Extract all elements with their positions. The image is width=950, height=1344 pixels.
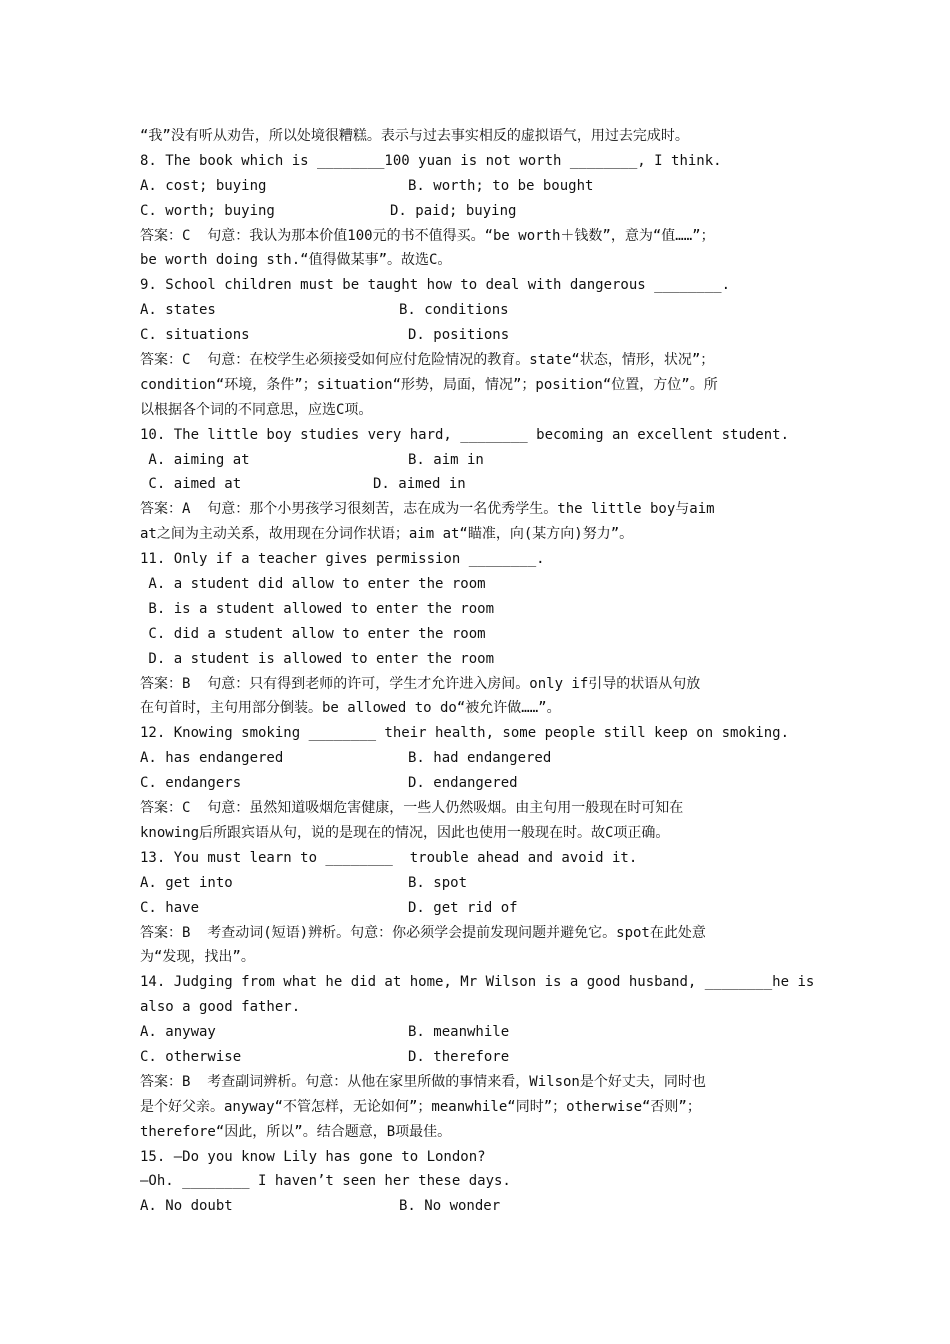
option-a: A. a student did allow to enter the room	[140, 576, 486, 593]
question-15-reply: —Oh. ________ I haven’t seen her these days.	[140, 1173, 511, 1190]
option-c: C. situations	[140, 327, 250, 344]
option-row	[140, 896, 815, 921]
question-10: 10. The little boy studies very hard, ________ becoming an excellent student.	[140, 426, 790, 443]
option-row	[140, 771, 815, 796]
option-row	[140, 1020, 815, 1045]
answer-line: 答案：A 句意：那个小男孩学习很刻苦，志在成为一名优秀学生。the little boy与aim	[140, 501, 715, 518]
answer-line: be worth doing sth.“值得做某事”。故选C。	[140, 252, 452, 269]
answer-line: 答案：C 句意：在校学生必须接受如何应付危险情况的教育。state“状态，情形，状况”；	[140, 352, 715, 369]
option-row	[140, 746, 815, 771]
option-row	[140, 323, 815, 348]
option-a: A. cost; buying	[140, 177, 267, 194]
text-line: “我”没有听从劝告，所以处境很糟糕。表示与过去事实相反的虚拟语气，用过去完成时。	[140, 128, 689, 144]
answer-line: knowing后所跟宾语从句，说的是现在的情况，因此也使用一般现在时。故C项正确。	[140, 824, 670, 841]
question-14-cont: also a good father.	[140, 999, 301, 1016]
option-b: B. is a student allowed to enter the room	[140, 600, 495, 617]
option-row	[140, 1045, 815, 1070]
option-row	[140, 1194, 815, 1219]
option-b: B. meanwhile	[408, 1024, 510, 1041]
question-15: 15. —Do you know Lily has gone to London?	[140, 1148, 486, 1165]
answer-line: 答案：B 句意：只有得到老师的许可，学生才允许进入房间。only if引导的状语从句放	[140, 675, 701, 692]
question-12: 12. Knowing smoking ________ their health, some people still keep on smoking.	[140, 725, 790, 742]
document-page	[140, 124, 815, 1219]
option-c: C. otherwise	[140, 1048, 242, 1065]
option-d: D. positions	[408, 327, 510, 344]
option-b: B. spot	[408, 874, 468, 891]
option-row	[140, 199, 815, 224]
option-b: B. aim in	[408, 451, 484, 468]
option-a: A. states	[140, 302, 216, 319]
question-13: 13. You must learn to ________ trouble ahead and avoid it.	[140, 849, 638, 866]
option-c: C. did a student allow to enter the room	[140, 625, 486, 642]
option-c: C. aimed at	[140, 476, 242, 493]
question-9: 9. School children must be taught how to deal with dangerous ________.	[140, 277, 731, 294]
question-8: 8. The book which is ________100 yuan is not worth ________, I think.	[140, 152, 722, 169]
answer-line: condition“环境，条件”；situation“形势，局面，情况”；position“位置，方位”。所	[140, 376, 718, 393]
question-11: 11. Only if a teacher gives permission ________.	[140, 551, 545, 568]
answer-line: 以根据各个词的不同意思，应选C项。	[140, 401, 373, 418]
option-d: D. get rid of	[408, 899, 518, 916]
option-row	[140, 871, 815, 896]
option-d: D. aimed in	[373, 476, 466, 493]
answer-line: at之间为主动关系，故用现在分词作状语；aim at“瞄准，向(某方向)努力”。	[140, 526, 634, 543]
option-a: A. aiming at	[140, 451, 250, 468]
option-row	[140, 448, 815, 473]
option-row	[140, 298, 815, 323]
option-c: C. have	[140, 899, 200, 916]
answer-line: 答案：B 考查动词(短语)辨析。句意：你必须学会提前发现问题并避免它。spot在此处意	[140, 924, 706, 941]
answer-line: therefore“因此，所以”。结合题意，B项最佳。	[140, 1123, 452, 1140]
option-d: D. therefore	[408, 1048, 510, 1065]
answer-line: 是个好父亲。anyway“不管怎样，无论如何”；meanwhile“同时”；otherwise“否则”；	[140, 1098, 701, 1115]
option-a: A. No doubt	[140, 1198, 233, 1215]
answer-line: 为“发现，找出”。	[140, 949, 255, 966]
answer-line: 在句首时，主句用部分倒装。be allowed to do“被允许做……”。	[140, 700, 561, 717]
option-a: A. anyway	[140, 1024, 216, 1041]
option-b: B. worth; to be bought	[408, 177, 594, 194]
option-row	[140, 472, 815, 497]
option-d: D. endangered	[408, 775, 518, 792]
option-a: A. get into	[140, 874, 233, 891]
option-d: D. a student is allowed to enter the room	[140, 650, 495, 667]
option-d: D. paid; buying	[390, 202, 517, 219]
option-c: C. worth; buying	[140, 202, 275, 219]
option-row	[140, 174, 815, 199]
option-b: B. conditions	[399, 302, 509, 319]
option-c: C. endangers	[140, 775, 242, 792]
answer-line: 答案：C 句意：我认为那本价值100元的书不值得买。“be worth＋钱数”，意为“值……”；	[140, 227, 715, 244]
answer-line: 答案：C 句意：虽然知道吸烟危害健康，一些人仍然吸烟。由主句用一般现在时可知在	[140, 800, 684, 817]
question-14: 14. Judging from what he did at home, Mr Wilson is a good husband, ________he is	[140, 974, 815, 991]
option-b: B. had endangered	[408, 750, 552, 767]
option-b: B. No wonder	[399, 1198, 501, 1215]
option-a: A. has endangered	[140, 750, 284, 767]
answer-line: 答案：B 考查副词辨析。句意：从他在家里所做的事情来看，Wilson是个好丈夫，同时也	[140, 1073, 706, 1090]
